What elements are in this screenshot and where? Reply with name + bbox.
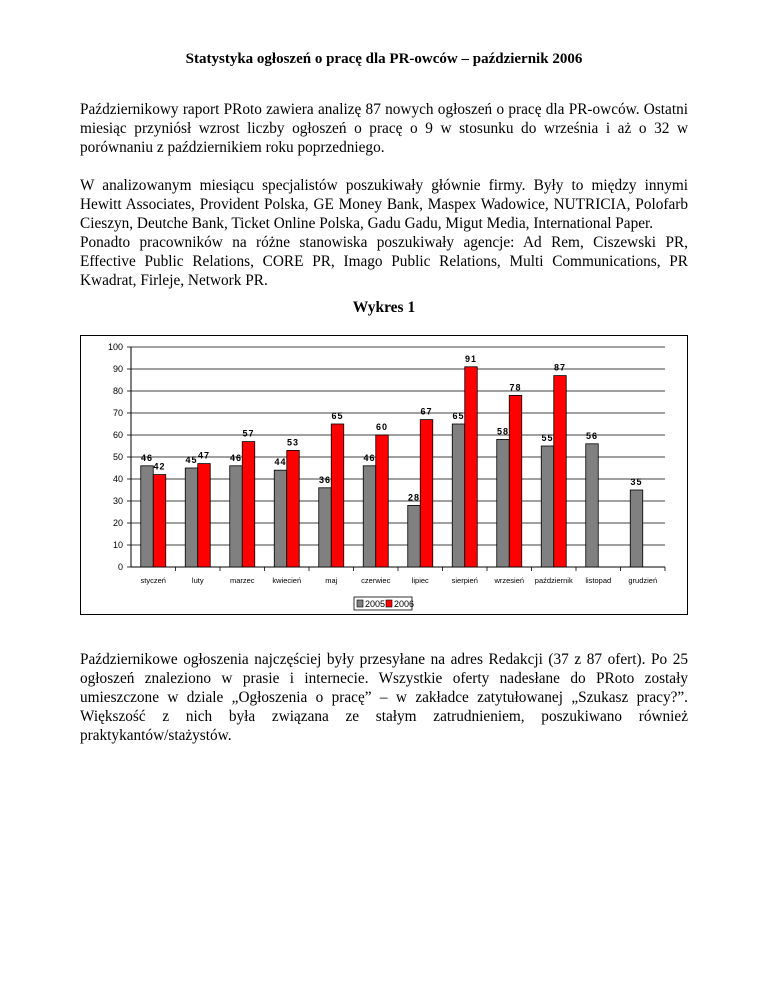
bar-2005	[319, 488, 332, 567]
paragraph-sources: Październikowe ogłoszenia najczęściej były przesyłane na adres Redakcji (37 z 87 ofert). Po 25 ogłoszeń znaleziono w prasie i internecie. Wszystkie oferty nadesłane do PRoto zostały umieszczone w dziale „Ogłoszenia o pracę” – w zakładce zatytułowanej „Szukasz pracy?”. Większość z nich była związana ze stałym zatrudnieniem, poszukiwano również praktykantów/stażystów.	[80, 651, 688, 744]
bar-2006	[465, 367, 478, 567]
data-label: 46	[363, 452, 376, 463]
y-tick-label: 40	[112, 474, 123, 484]
y-tick-label: 50	[112, 452, 123, 462]
legend-swatch-2006	[386, 600, 392, 607]
bar-2005	[586, 444, 599, 567]
bar-2006	[198, 464, 211, 567]
x-tick-label: lipiec	[411, 576, 429, 585]
x-tick-label: marzec	[229, 576, 255, 585]
bar-2005	[141, 466, 154, 567]
document-title: Statystyka ogłoszeń o pracę dla PR-owców – październik 2006	[185, 51, 583, 67]
data-label: 47	[197, 450, 211, 461]
x-tick-label: wrzesień	[494, 576, 525, 585]
bar-2006	[420, 420, 433, 567]
y-tick-label: 10	[112, 540, 123, 550]
data-label: 36	[318, 474, 332, 485]
data-label: 78	[509, 382, 522, 393]
data-label: 87	[553, 362, 567, 373]
data-label: 56	[585, 430, 599, 441]
bar-2005	[363, 466, 376, 567]
y-tick-label: 30	[112, 496, 123, 506]
data-label: 46	[140, 452, 154, 463]
bar-2005	[497, 439, 510, 567]
bar-chart	[80, 335, 688, 615]
bar-2005	[630, 490, 643, 567]
bar-2006	[242, 442, 255, 567]
y-tick-label: 60	[112, 430, 123, 440]
data-label: 65	[331, 411, 344, 421]
bar-2006	[287, 450, 300, 567]
bar-2006	[509, 395, 522, 567]
x-tick-label: listopad	[585, 576, 612, 585]
data-label: 57	[242, 428, 255, 439]
bar-2005	[541, 446, 554, 567]
bar-2006	[376, 435, 389, 567]
data-label: 53	[286, 437, 300, 448]
bar-2006	[331, 424, 344, 567]
paragraph-companies: W analizowanym miesiącu specjalistów poszukiwały głównie firmy. Były to między innymi Hewitt Associates, Provident Polska, GE Money Bank, Maspex Wadowice, NUTRICIA, Polofarb Cieszyn, Deutche Bank, Ticket Online Polska, Gadu Gadu, Migut Media, International Paper.	[80, 177, 688, 232]
y-tick-label: 70	[112, 408, 123, 418]
data-label: 55	[541, 433, 554, 443]
paragraph-intro: Październikowy raport PRoto zawiera analizę 87 nowych ogłoszeń o pracę dla PR-owców. Ostatni miesiąc przyniósł wzrost liczby ogłoszeń o pracę o 9 w stosunku do września i aż o 32 w porównaniu z październikiem roku poprzedniego.	[80, 101, 688, 156]
figure-caption: Wykres 1	[352, 299, 416, 316]
data-label: 45	[185, 455, 198, 465]
legend-label-2005: 2005	[365, 599, 386, 609]
y-tick-label: 0	[117, 562, 123, 572]
data-label: 44	[274, 457, 287, 468]
paragraph-agencies: Ponadto pracowników na różne stanowiska poszukiwały agencje: Ad Rem, Ciszewski PR, Effective Public Relations, CORE PR, Imago Public Relations, Multi Communications, PR Kwadrat, Firleje, Network PR.	[80, 234, 688, 289]
legend-label-2006: 2006	[394, 599, 415, 609]
x-tick-label: czerwiec	[361, 576, 391, 585]
data-label: 28	[407, 492, 421, 503]
bar-2005	[230, 466, 243, 567]
data-label: 67	[420, 406, 433, 417]
bar-2006	[153, 475, 166, 567]
bar-2005	[408, 505, 421, 567]
bar-2005	[452, 424, 465, 567]
x-tick-label: styczeń	[140, 576, 166, 585]
data-label: 91	[464, 353, 478, 364]
data-label: 58	[496, 426, 510, 437]
data-label: 42	[153, 461, 166, 472]
y-tick-label: 20	[112, 518, 123, 528]
legend-swatch-2005	[357, 600, 363, 607]
x-tick-label: sierpień	[451, 576, 478, 585]
data-label: 60	[375, 422, 389, 432]
x-tick-label: kwiecień	[272, 576, 302, 585]
data-label: 46	[229, 452, 243, 463]
data-label: 65	[452, 411, 465, 421]
y-tick-label: 100	[107, 342, 123, 352]
x-tick-label: październik	[534, 576, 573, 585]
y-tick-label: 80	[112, 386, 123, 396]
x-tick-label: maj	[325, 576, 338, 585]
x-tick-label: luty	[191, 576, 204, 585]
bar-2005	[185, 468, 198, 567]
bar-2006	[554, 376, 567, 567]
data-label: 35	[630, 477, 643, 487]
bar-2005	[274, 470, 287, 567]
y-tick-label: 90	[112, 364, 123, 374]
x-tick-label: grudzień	[628, 576, 658, 585]
